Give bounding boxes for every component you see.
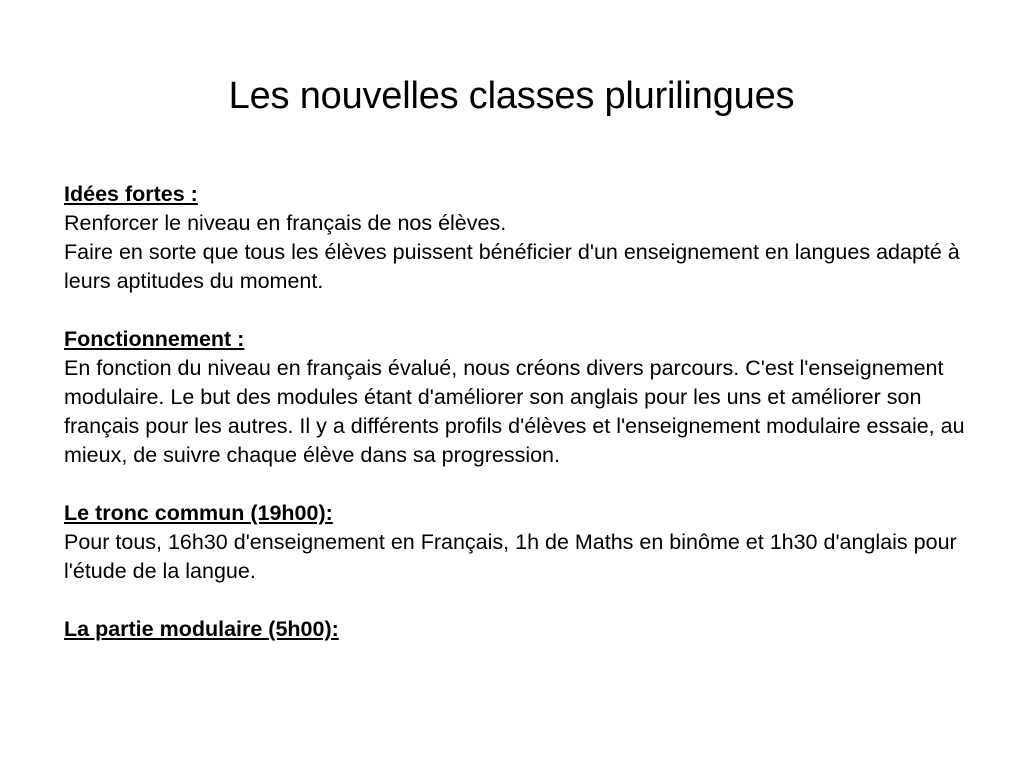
section-heading: Fonctionnement : [64,327,245,351]
section-paragraph: Pour tous, 16h30 d'enseignement en Français, 1h de Maths en binôme et 1h30 d'anglais pour l'étude de la langue. [64,530,957,583]
section-paragraph: En fonction du niveau en français évalué, nous créons divers parcours. C'est l'enseignement modulaire. Le but des modules étant d'améliorer son anglais pour les uns et améliorer son français pour les autres. Il y a différents profils d'élèves et l'enseignement modulaire essaie, au mieux, de suivre chaque élève dans sa progression. [64,356,965,467]
section-heading: La partie modulaire (5h00): [64,617,339,641]
section-tronc-commun [64,499,984,586]
section-paragraph: Renforcer le niveau en français de nos élèves. [64,211,507,235]
slide-content [64,180,984,673]
section-heading: Idées fortes : [64,182,198,206]
section-paragraph: Faire en sorte que tous les élèves puissent bénéficier d'un enseignement en langues adapté à leurs aptitudes du moment. [64,240,960,293]
section-fonctionnement [64,325,984,470]
section-partie-modulaire [64,615,984,644]
section-heading: Le tronc commun (19h00): [64,501,333,525]
slide-title: Les nouvelles classes plurilingues [228,75,795,117]
section-idees-fortes [64,180,984,296]
